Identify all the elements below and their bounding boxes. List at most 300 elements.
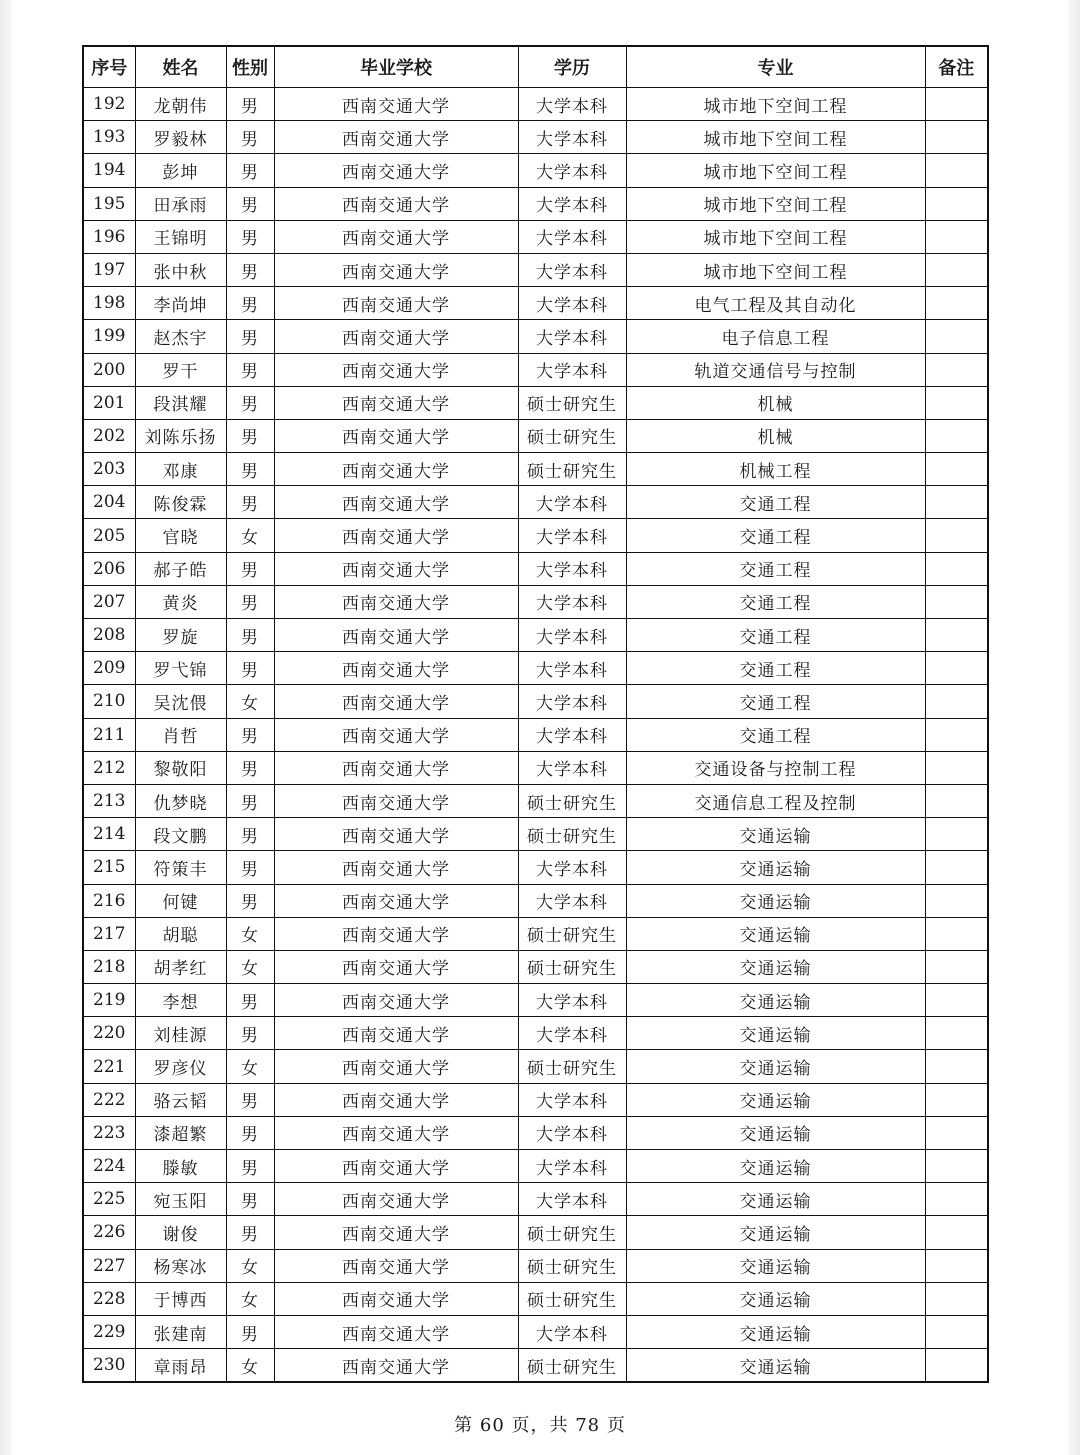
cell-degree: 硕士研究生 xyxy=(518,1216,626,1249)
cell-serial: 221 xyxy=(83,1050,135,1083)
page-footer: 第 60 页，共 78 页 xyxy=(454,1415,626,1436)
cell-note xyxy=(925,1050,988,1083)
table-row xyxy=(83,917,988,950)
cell-school: 西南交通大学 xyxy=(274,950,518,983)
cell-gender: 男 xyxy=(226,552,274,585)
cell-school: 西南交通大学 xyxy=(274,1349,518,1383)
cell-gender: 男 xyxy=(226,818,274,851)
cell-school: 西南交通大学 xyxy=(274,1315,518,1348)
cell-school: 西南交通大学 xyxy=(274,685,518,718)
cell-gender: 男 xyxy=(226,253,274,286)
cell-gender: 男 xyxy=(226,187,274,220)
cell-note xyxy=(925,253,988,286)
table-row xyxy=(83,585,988,618)
cell-gender: 男 xyxy=(226,1083,274,1116)
cell-school: 西南交通大学 xyxy=(274,751,518,784)
cell-note xyxy=(925,751,988,784)
cell-serial: 208 xyxy=(83,619,135,652)
cell-name: 龙朝伟 xyxy=(135,88,226,121)
cell-major: 交通运输 xyxy=(626,851,925,884)
cell-name: 罗弋锦 xyxy=(135,652,226,685)
cell-serial: 196 xyxy=(83,220,135,253)
table-row xyxy=(83,652,988,685)
cell-gender: 男 xyxy=(226,1017,274,1050)
table-row xyxy=(83,619,988,652)
cell-degree: 大学本科 xyxy=(518,619,626,652)
cell-serial: 217 xyxy=(83,917,135,950)
table-row xyxy=(83,818,988,851)
cell-degree: 大学本科 xyxy=(518,1116,626,1149)
cell-degree: 大学本科 xyxy=(518,287,626,320)
table-row xyxy=(83,685,988,718)
cell-degree: 大学本科 xyxy=(518,88,626,121)
cell-serial: 193 xyxy=(83,121,135,154)
cell-note xyxy=(925,1183,988,1216)
table-row xyxy=(83,1183,988,1216)
cell-degree: 大学本科 xyxy=(518,253,626,286)
cell-gender: 男 xyxy=(226,984,274,1017)
cell-gender: 男 xyxy=(226,353,274,386)
table-row xyxy=(83,1249,988,1282)
cell-school: 西南交通大学 xyxy=(274,121,518,154)
cell-school: 西南交通大学 xyxy=(274,652,518,685)
table-row xyxy=(83,1050,988,1083)
cell-name: 邓康 xyxy=(135,453,226,486)
cell-school: 西南交通大学 xyxy=(274,784,518,817)
cell-gender: 男 xyxy=(226,851,274,884)
table-row xyxy=(83,287,988,320)
table-row xyxy=(83,851,988,884)
cell-serial: 212 xyxy=(83,751,135,784)
cell-major: 交通工程 xyxy=(626,718,925,751)
cell-name: 张中秋 xyxy=(135,253,226,286)
cell-note xyxy=(925,552,988,585)
cell-serial: 198 xyxy=(83,287,135,320)
table-body xyxy=(83,88,988,1383)
table-row xyxy=(83,1116,988,1149)
cell-school: 西南交通大学 xyxy=(274,154,518,187)
table-row xyxy=(83,552,988,585)
table-row xyxy=(83,519,988,552)
cell-school: 西南交通大学 xyxy=(274,1249,518,1282)
cell-major: 机械 xyxy=(626,419,925,452)
cell-major: 城市地下空间工程 xyxy=(626,220,925,253)
cell-gender: 男 xyxy=(226,88,274,121)
cell-note xyxy=(925,685,988,718)
table-row xyxy=(83,1282,988,1315)
cell-major: 交通工程 xyxy=(626,685,925,718)
cell-degree: 大学本科 xyxy=(518,320,626,353)
cell-major: 交通工程 xyxy=(626,585,925,618)
cell-note xyxy=(925,950,988,983)
header-note: 备注 xyxy=(925,46,988,88)
cell-major: 电子信息工程 xyxy=(626,320,925,353)
cell-gender: 男 xyxy=(226,884,274,917)
cell-serial: 218 xyxy=(83,950,135,983)
cell-school: 西南交通大学 xyxy=(274,1216,518,1249)
table-row xyxy=(83,884,988,917)
cell-note xyxy=(925,453,988,486)
cell-name: 罗旋 xyxy=(135,619,226,652)
cell-gender: 男 xyxy=(226,419,274,452)
table-row xyxy=(83,419,988,452)
table-row xyxy=(83,386,988,419)
cell-note xyxy=(925,718,988,751)
cell-degree: 硕士研究生 xyxy=(518,1249,626,1282)
cell-serial: 229 xyxy=(83,1315,135,1348)
cell-note xyxy=(925,154,988,187)
table-row xyxy=(83,353,988,386)
cell-degree: 大学本科 xyxy=(518,884,626,917)
cell-degree: 大学本科 xyxy=(518,187,626,220)
table-row xyxy=(83,320,988,353)
cell-degree: 硕士研究生 xyxy=(518,1282,626,1315)
table-row xyxy=(83,784,988,817)
cell-serial: 224 xyxy=(83,1150,135,1183)
cell-serial: 202 xyxy=(83,419,135,452)
cell-serial: 220 xyxy=(83,1017,135,1050)
cell-school: 西南交通大学 xyxy=(274,619,518,652)
cell-serial: 215 xyxy=(83,851,135,884)
cell-serial: 199 xyxy=(83,320,135,353)
cell-major: 机械 xyxy=(626,386,925,419)
header-major: 专业 xyxy=(626,46,925,88)
page-edge-left xyxy=(0,0,12,1455)
header-serial: 序号 xyxy=(83,46,135,88)
page-edge-right xyxy=(1068,0,1080,1455)
cell-major: 交通运输 xyxy=(626,1282,925,1315)
cell-major: 交通运输 xyxy=(626,984,925,1017)
cell-degree: 大学本科 xyxy=(518,718,626,751)
cell-degree: 大学本科 xyxy=(518,220,626,253)
cell-gender: 女 xyxy=(226,1349,274,1383)
table-row xyxy=(83,718,988,751)
table-row xyxy=(83,187,988,220)
cell-degree: 硕士研究生 xyxy=(518,784,626,817)
cell-school: 西南交通大学 xyxy=(274,1083,518,1116)
cell-school: 西南交通大学 xyxy=(274,386,518,419)
table-row xyxy=(83,1315,988,1348)
header-gender: 性别 xyxy=(226,46,274,88)
cell-serial: 197 xyxy=(83,253,135,286)
cell-degree: 大学本科 xyxy=(518,154,626,187)
cell-name: 郝子皓 xyxy=(135,552,226,585)
cell-note xyxy=(925,1116,988,1149)
cell-serial: 203 xyxy=(83,453,135,486)
cell-name: 张建南 xyxy=(135,1315,226,1348)
cell-gender: 女 xyxy=(226,1249,274,1282)
cell-major: 城市地下空间工程 xyxy=(626,187,925,220)
cell-note xyxy=(925,320,988,353)
cell-gender: 女 xyxy=(226,685,274,718)
cell-major: 城市地下空间工程 xyxy=(626,154,925,187)
cell-gender: 男 xyxy=(226,652,274,685)
cell-note xyxy=(925,652,988,685)
cell-degree: 大学本科 xyxy=(518,1017,626,1050)
cell-degree: 硕士研究生 xyxy=(518,950,626,983)
cell-gender: 男 xyxy=(226,1150,274,1183)
cell-degree: 大学本科 xyxy=(518,1183,626,1216)
cell-serial: 222 xyxy=(83,1083,135,1116)
cell-gender: 男 xyxy=(226,619,274,652)
cell-degree: 大学本科 xyxy=(518,486,626,519)
cell-major: 交通运输 xyxy=(626,884,925,917)
table-header-row xyxy=(83,46,988,88)
cell-degree: 硕士研究生 xyxy=(518,419,626,452)
cell-gender: 男 xyxy=(226,1216,274,1249)
cell-degree: 大学本科 xyxy=(518,585,626,618)
cell-name: 田承雨 xyxy=(135,187,226,220)
cell-degree: 大学本科 xyxy=(518,652,626,685)
cell-school: 西南交通大学 xyxy=(274,1282,518,1315)
cell-major: 城市地下空间工程 xyxy=(626,253,925,286)
cell-note xyxy=(925,88,988,121)
cell-serial: 219 xyxy=(83,984,135,1017)
cell-gender: 男 xyxy=(226,154,274,187)
cell-serial: 216 xyxy=(83,884,135,917)
cell-name: 骆云韬 xyxy=(135,1083,226,1116)
cell-serial: 195 xyxy=(83,187,135,220)
cell-name: 段文鹏 xyxy=(135,818,226,851)
cell-serial: 204 xyxy=(83,486,135,519)
table-row xyxy=(83,1150,988,1183)
cell-note xyxy=(925,486,988,519)
cell-gender: 男 xyxy=(226,486,274,519)
cell-gender: 女 xyxy=(226,1050,274,1083)
cell-note xyxy=(925,784,988,817)
cell-gender: 男 xyxy=(226,1315,274,1348)
table-row xyxy=(83,220,988,253)
cell-gender: 男 xyxy=(226,585,274,618)
cell-name: 刘陈乐扬 xyxy=(135,419,226,452)
cell-degree: 硕士研究生 xyxy=(518,917,626,950)
cell-gender: 男 xyxy=(226,220,274,253)
cell-major: 交通运输 xyxy=(626,1349,925,1383)
cell-serial: 225 xyxy=(83,1183,135,1216)
cell-serial: 205 xyxy=(83,519,135,552)
cell-name: 段淇耀 xyxy=(135,386,226,419)
cell-name: 何键 xyxy=(135,884,226,917)
cell-serial: 194 xyxy=(83,154,135,187)
cell-school: 西南交通大学 xyxy=(274,486,518,519)
cell-school: 西南交通大学 xyxy=(274,917,518,950)
cell-name: 谢俊 xyxy=(135,1216,226,1249)
cell-school: 西南交通大学 xyxy=(274,1050,518,1083)
cell-note xyxy=(925,121,988,154)
table-row xyxy=(83,751,988,784)
cell-note xyxy=(925,585,988,618)
cell-name: 黎敬阳 xyxy=(135,751,226,784)
cell-serial: 210 xyxy=(83,685,135,718)
cell-gender: 男 xyxy=(226,320,274,353)
cell-degree: 硕士研究生 xyxy=(518,1349,626,1383)
cell-name: 李想 xyxy=(135,984,226,1017)
cell-name: 章雨昂 xyxy=(135,1349,226,1383)
cell-name: 罗干 xyxy=(135,353,226,386)
cell-gender: 男 xyxy=(226,751,274,784)
cell-major: 交通运输 xyxy=(626,917,925,950)
cell-major: 轨道交通信号与控制 xyxy=(626,353,925,386)
cell-serial: 209 xyxy=(83,652,135,685)
cell-serial: 214 xyxy=(83,818,135,851)
cell-gender: 男 xyxy=(226,453,274,486)
cell-note xyxy=(925,1349,988,1383)
cell-gender: 男 xyxy=(226,718,274,751)
cell-school: 西南交通大学 xyxy=(274,320,518,353)
cell-name: 吴沈偎 xyxy=(135,685,226,718)
cell-serial: 206 xyxy=(83,552,135,585)
cell-name: 宛玉阳 xyxy=(135,1183,226,1216)
cell-name: 杨寒冰 xyxy=(135,1249,226,1282)
cell-note xyxy=(925,884,988,917)
cell-major: 交通运输 xyxy=(626,1315,925,1348)
table-row xyxy=(83,253,988,286)
cell-degree: 硕士研究生 xyxy=(518,1050,626,1083)
cell-school: 西南交通大学 xyxy=(274,419,518,452)
cell-degree: 大学本科 xyxy=(518,1083,626,1116)
cell-name: 赵杰宇 xyxy=(135,320,226,353)
cell-serial: 201 xyxy=(83,386,135,419)
cell-gender: 女 xyxy=(226,917,274,950)
cell-name: 彭坤 xyxy=(135,154,226,187)
cell-major: 电气工程及其自动化 xyxy=(626,287,925,320)
cell-major: 交通运输 xyxy=(626,1017,925,1050)
cell-major: 交通运输 xyxy=(626,1249,925,1282)
cell-name: 漆超繁 xyxy=(135,1116,226,1149)
cell-serial: 230 xyxy=(83,1349,135,1383)
cell-note xyxy=(925,619,988,652)
header-name: 姓名 xyxy=(135,46,226,88)
cell-gender: 男 xyxy=(226,1116,274,1149)
cell-school: 西南交通大学 xyxy=(274,519,518,552)
header-degree: 学历 xyxy=(518,46,626,88)
cell-gender: 男 xyxy=(226,386,274,419)
cell-major: 交通工程 xyxy=(626,552,925,585)
cell-school: 西南交通大学 xyxy=(274,453,518,486)
cell-name: 符策丰 xyxy=(135,851,226,884)
cell-major: 交通运输 xyxy=(626,950,925,983)
table-row xyxy=(83,1017,988,1050)
cell-major: 交通运输 xyxy=(626,1216,925,1249)
cell-degree: 大学本科 xyxy=(518,685,626,718)
cell-degree: 大学本科 xyxy=(518,751,626,784)
cell-degree: 硕士研究生 xyxy=(518,386,626,419)
cell-note xyxy=(925,1150,988,1183)
table-row xyxy=(83,950,988,983)
cell-gender: 男 xyxy=(226,784,274,817)
cell-school: 西南交通大学 xyxy=(274,88,518,121)
cell-note xyxy=(925,818,988,851)
cell-name: 于博西 xyxy=(135,1282,226,1315)
cell-name: 陈俊霖 xyxy=(135,486,226,519)
cell-school: 西南交通大学 xyxy=(274,984,518,1017)
cell-major: 交通运输 xyxy=(626,1183,925,1216)
cell-serial: 213 xyxy=(83,784,135,817)
cell-note xyxy=(925,917,988,950)
cell-gender: 女 xyxy=(226,1282,274,1315)
cell-major: 交通设备与控制工程 xyxy=(626,751,925,784)
cell-gender: 女 xyxy=(226,950,274,983)
cell-degree: 大学本科 xyxy=(518,851,626,884)
cell-major: 交通工程 xyxy=(626,519,925,552)
cell-note xyxy=(925,1216,988,1249)
cell-school: 西南交通大学 xyxy=(274,353,518,386)
roster-table xyxy=(82,45,989,1383)
table-row xyxy=(83,121,988,154)
cell-note xyxy=(925,419,988,452)
cell-major: 交通运输 xyxy=(626,1083,925,1116)
cell-note xyxy=(925,851,988,884)
cell-school: 西南交通大学 xyxy=(274,1017,518,1050)
table-row xyxy=(83,88,988,121)
cell-serial: 192 xyxy=(83,88,135,121)
cell-serial: 207 xyxy=(83,585,135,618)
cell-school: 西南交通大学 xyxy=(274,1183,518,1216)
cell-major: 交通工程 xyxy=(626,652,925,685)
cell-serial: 228 xyxy=(83,1282,135,1315)
cell-degree: 大学本科 xyxy=(518,552,626,585)
cell-gender: 女 xyxy=(226,519,274,552)
cell-gender: 男 xyxy=(226,287,274,320)
cell-note xyxy=(925,353,988,386)
cell-major: 交通信息工程及控制 xyxy=(626,784,925,817)
cell-degree: 大学本科 xyxy=(518,519,626,552)
cell-degree: 硕士研究生 xyxy=(518,818,626,851)
cell-name: 胡聪 xyxy=(135,917,226,950)
cell-school: 西南交通大学 xyxy=(274,552,518,585)
cell-note xyxy=(925,386,988,419)
cell-gender: 男 xyxy=(226,1183,274,1216)
cell-school: 西南交通大学 xyxy=(274,253,518,286)
cell-note xyxy=(925,1017,988,1050)
cell-major: 交通运输 xyxy=(626,1150,925,1183)
cell-school: 西南交通大学 xyxy=(274,287,518,320)
cell-major: 交通运输 xyxy=(626,818,925,851)
cell-major: 交通运输 xyxy=(626,1116,925,1149)
cell-serial: 226 xyxy=(83,1216,135,1249)
cell-degree: 大学本科 xyxy=(518,1150,626,1183)
cell-serial: 223 xyxy=(83,1116,135,1149)
cell-major: 交通工程 xyxy=(626,619,925,652)
cell-note xyxy=(925,519,988,552)
cell-serial: 227 xyxy=(83,1249,135,1282)
cell-school: 西南交通大学 xyxy=(274,585,518,618)
cell-serial: 200 xyxy=(83,353,135,386)
cell-major: 城市地下空间工程 xyxy=(626,121,925,154)
cell-name: 仇梦晓 xyxy=(135,784,226,817)
table-row xyxy=(83,1216,988,1249)
cell-degree: 大学本科 xyxy=(518,353,626,386)
cell-major: 交通运输 xyxy=(626,1050,925,1083)
table-row xyxy=(83,984,988,1017)
cell-note xyxy=(925,984,988,1017)
cell-name: 官晓 xyxy=(135,519,226,552)
cell-school: 西南交通大学 xyxy=(274,187,518,220)
cell-name: 肖哲 xyxy=(135,718,226,751)
cell-major: 机械工程 xyxy=(626,453,925,486)
cell-name: 刘桂源 xyxy=(135,1017,226,1050)
cell-degree: 大学本科 xyxy=(518,121,626,154)
cell-gender: 男 xyxy=(226,121,274,154)
cell-name: 胡孝红 xyxy=(135,950,226,983)
cell-school: 西南交通大学 xyxy=(274,884,518,917)
cell-major: 城市地下空间工程 xyxy=(626,88,925,121)
cell-school: 西南交通大学 xyxy=(274,851,518,884)
cell-school: 西南交通大学 xyxy=(274,220,518,253)
cell-name: 王锦明 xyxy=(135,220,226,253)
cell-major: 交通工程 xyxy=(626,486,925,519)
cell-note xyxy=(925,220,988,253)
